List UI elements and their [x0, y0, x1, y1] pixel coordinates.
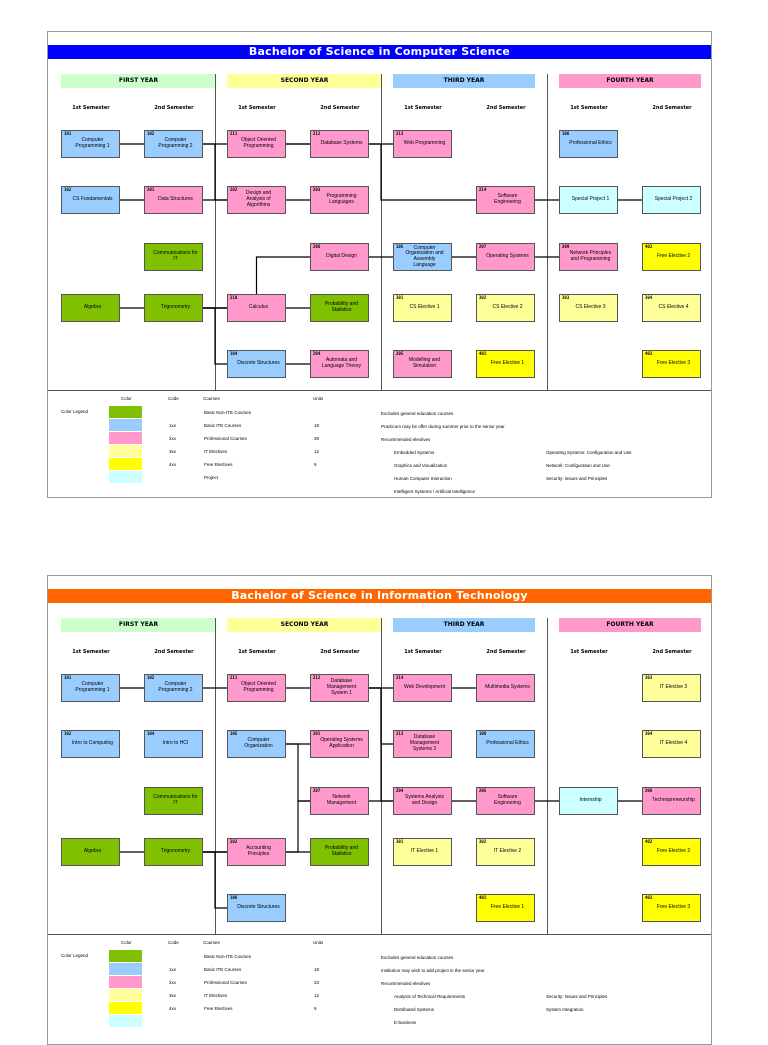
legend-note: Recommended electives — [381, 437, 431, 442]
course-box[interactable] — [144, 730, 203, 758]
legend-swatch — [109, 432, 142, 444]
course-name: Systems Analysis and Design — [405, 794, 444, 806]
course-code: 402 — [645, 839, 653, 844]
course-name: Web Programming — [403, 140, 446, 147]
legend-units: 12 — [314, 449, 320, 454]
course-code: 213 — [396, 731, 404, 736]
course-code: 214 — [479, 187, 487, 192]
course-code: 204 — [396, 788, 404, 793]
course-name: Special Project 1 — [571, 196, 610, 203]
course-name: Professional Ethics — [569, 140, 612, 147]
course-name: Network Management — [326, 794, 357, 806]
semester-label: 1st Semester — [404, 105, 442, 111]
course-name: Free Elective 3 — [656, 360, 691, 367]
semester-label: 1st Semester — [570, 105, 608, 111]
legend-units-header: Units — [313, 940, 324, 945]
semester-label: 2nd Semester — [652, 649, 692, 655]
course-box[interactable] — [227, 186, 286, 214]
semester-label: 2nd Semester — [486, 649, 526, 655]
course-code: 402 — [645, 244, 653, 249]
semester-label: 1st Semester — [570, 649, 608, 655]
link-i9-i14 — [286, 744, 310, 801]
course-box[interactable] — [476, 838, 535, 866]
course-code: 301 — [396, 295, 404, 300]
course-name: Trigonometry — [160, 304, 191, 311]
course-code: 403 — [645, 351, 653, 356]
course-name: Discrete Structures — [237, 904, 280, 911]
link-c7-c11 — [203, 308, 227, 364]
course-name: Free Elective 2 — [656, 253, 691, 260]
course-name: Database Management Systems 2 — [409, 734, 440, 752]
legend-course: Project — [204, 475, 219, 480]
course-box[interactable] — [393, 674, 452, 702]
course-code: 202 — [230, 187, 238, 192]
legend-code: 4xx — [169, 1006, 177, 1011]
course-box[interactable] — [310, 674, 369, 702]
course-box[interactable] — [61, 130, 120, 158]
legend-swatch — [109, 445, 142, 457]
course-box[interactable] — [642, 838, 701, 866]
semester-label: 2nd Semester — [486, 105, 526, 111]
legend-swatch — [109, 406, 142, 418]
legend-title: Color Legend — [61, 953, 89, 958]
course-box[interactable] — [559, 787, 618, 815]
recommended-elective: Embedded Systems — [394, 450, 435, 455]
course-box[interactable] — [227, 838, 286, 866]
legend-color-header: Color — [121, 940, 132, 945]
legend-course: Basic Non-ITE Courses — [204, 410, 252, 415]
course-box[interactable] — [393, 294, 452, 322]
recommended-elective: Human Computer Interaction — [394, 476, 452, 481]
course-box[interactable] — [144, 130, 203, 158]
course-name: Computer Organization and Assembly Language — [405, 244, 444, 268]
legend-color-header: Color — [121, 396, 132, 401]
legend-note: Institution may wish to add project in the senior year — [381, 968, 485, 973]
semester-label: 1st Semester — [72, 105, 110, 111]
course-box[interactable] — [227, 350, 286, 378]
course-box[interactable] — [144, 838, 203, 866]
course-name: Software Engineering — [494, 193, 521, 205]
year-header-3: THIRD YEAR — [393, 618, 535, 632]
course-box[interactable] — [559, 186, 618, 214]
course-code: 303 — [645, 675, 653, 680]
course-code: 403 — [645, 895, 653, 900]
course-box[interactable] — [559, 130, 618, 158]
year-header-2: SECOND YEAR — [227, 74, 382, 88]
legend-course: Professional Courses — [204, 980, 247, 985]
course-box[interactable] — [310, 294, 369, 322]
legend-swatch — [109, 989, 142, 1001]
course-code: 106 — [562, 131, 570, 136]
course-code: 214 — [396, 675, 404, 680]
year-header-1: FIRST YEAR — [61, 618, 216, 632]
course-name: Discrete Structures — [237, 360, 280, 367]
course-code: 203 — [313, 187, 321, 192]
course-name: Computer Programming 2 — [158, 137, 193, 149]
course-name: Programming Languages — [326, 193, 357, 205]
legend-course: Basic ITE Courses — [204, 967, 242, 972]
course-name: IT Elective 3 — [659, 684, 688, 691]
semester-label: 1st Semester — [72, 649, 110, 655]
recommended-elective: System Integration — [546, 1007, 584, 1012]
legend-swatch — [109, 458, 142, 470]
course-box[interactable] — [559, 294, 618, 322]
course-box[interactable] — [144, 294, 203, 322]
recommended-elective: Analysis of Technical Requirements — [394, 994, 465, 999]
recommended-elective: Graphics and Visualization — [394, 463, 448, 468]
course-box[interactable] — [476, 894, 535, 922]
course-name: Network Principles and Programming — [569, 250, 612, 262]
course-code: 301 — [396, 839, 404, 844]
course-box[interactable] — [393, 243, 452, 271]
course-name: IT Elective 2 — [493, 848, 522, 855]
course-name: Accounting Principles — [246, 845, 271, 857]
legend-code: 3xx — [169, 993, 177, 998]
course-code: 210 — [230, 295, 238, 300]
year-header-3: THIRD YEAR — [393, 74, 535, 88]
legend-swatch — [109, 976, 142, 988]
course-code: 206 — [313, 244, 321, 249]
course-box[interactable] — [476, 730, 535, 758]
legend-units: 9 — [314, 1006, 317, 1011]
course-code: 201 — [147, 187, 155, 192]
course-name: Algebra — [83, 304, 102, 311]
course-name: Free Elective 1 — [490, 904, 525, 911]
course-code: 106 — [479, 731, 487, 736]
course-name: Computer Programming 1 — [75, 681, 110, 693]
course-box[interactable] — [61, 294, 120, 322]
course-code: 102 — [64, 731, 72, 736]
course-name: Modelling and Simulation — [408, 357, 441, 369]
legend-units: 33 — [314, 980, 320, 985]
course-name: CS Elective 3 — [575, 304, 606, 311]
course-box[interactable] — [144, 787, 203, 815]
course-code: 204 — [313, 351, 321, 356]
course-box[interactable] — [476, 787, 535, 815]
course-code: 211 — [230, 675, 238, 680]
course-box[interactable] — [642, 674, 701, 702]
course-name: Automata and Language Theory — [321, 357, 362, 369]
legend-swatch — [109, 471, 142, 483]
course-name: Technopreneurship — [652, 797, 695, 804]
course-box[interactable] — [393, 838, 452, 866]
course-box[interactable] — [61, 186, 120, 214]
course-name: CS Fundamentals — [72, 196, 113, 203]
course-box[interactable] — [227, 674, 286, 702]
legend-swatch — [109, 419, 142, 431]
course-box[interactable] — [642, 730, 701, 758]
recommended-elective: Security: Issues and Principles — [546, 476, 608, 481]
course-code: 212 — [313, 131, 321, 136]
course-code: 401 — [479, 351, 487, 356]
course-name: Free Elective 3 — [656, 904, 691, 911]
course-box[interactable] — [310, 186, 369, 214]
recommended-elective: Distributed Systems — [394, 1007, 435, 1012]
legend-note: Practicum may be offer during summer prior to the senior year — [381, 424, 505, 429]
course-box[interactable] — [61, 674, 120, 702]
course-box[interactable] — [310, 130, 369, 158]
semester-label: 2nd Semester — [320, 649, 360, 655]
course-code: 105 — [396, 244, 404, 249]
recommended-elective: Network: Configuration and Use — [546, 463, 610, 468]
course-code: 106 — [230, 895, 238, 900]
legend-note: Excludes general education courses — [381, 955, 454, 960]
course-name: Intro to HCI — [162, 740, 189, 747]
semester-label: 1st Semester — [238, 649, 276, 655]
recommended-elective: Operating Systems: Configuration and Use — [546, 450, 632, 455]
course-code: 105 — [230, 731, 238, 736]
course-box[interactable] — [61, 730, 120, 758]
course-box[interactable] — [642, 894, 701, 922]
course-name: Free Elective 2 — [656, 848, 691, 855]
course-name: Computer Organization — [244, 737, 273, 749]
cs-curriculum-panel — [47, 31, 712, 498]
course-name: Special Project 2 — [654, 196, 693, 203]
legend-code: 4xx — [169, 462, 177, 467]
course-name: Digital Design — [326, 253, 357, 260]
legend-code: 1xx — [169, 967, 177, 972]
course-name: Web Development — [403, 684, 446, 691]
course-box[interactable] — [310, 730, 369, 758]
legend-units: 9 — [314, 462, 317, 467]
course-code: 102 — [147, 131, 155, 136]
course-box[interactable] — [393, 787, 452, 815]
course-name: Free Elective 1 — [490, 360, 525, 367]
legend-swatch — [109, 1002, 142, 1014]
legend-swatch — [109, 963, 142, 975]
legend-courses-header: Courses — [203, 940, 220, 945]
year-header-2: SECOND YEAR — [227, 618, 382, 632]
legend-course: Basic Non-ITE Courses — [204, 954, 252, 959]
course-name: Object Oriented Programming — [240, 137, 277, 149]
recommended-elective: Security: Issues and Principles — [546, 994, 608, 999]
course-name: Operating Systems — [486, 253, 529, 260]
course-code: 304 — [645, 295, 653, 300]
legend-course: Professional Courses — [204, 436, 247, 441]
course-box[interactable] — [310, 350, 369, 378]
legend-swatch — [109, 950, 142, 962]
course-box[interactable] — [642, 350, 701, 378]
it-curriculum-panel — [47, 575, 712, 1045]
course-name: Data Structures — [158, 196, 193, 203]
course-box[interactable] — [144, 674, 203, 702]
course-box[interactable] — [642, 186, 701, 214]
legend-course: Free Electives — [204, 462, 233, 467]
course-box[interactable] — [476, 350, 535, 378]
legend-units: 39 — [314, 436, 320, 441]
course-code: 211 — [230, 131, 238, 136]
course-box[interactable] — [144, 243, 203, 271]
course-code: 104 — [147, 731, 155, 736]
course-name: Object Oriented Programming — [240, 681, 277, 693]
course-name: Communications for IT — [153, 794, 198, 806]
course-name: CS Elective 1 — [409, 304, 440, 311]
year-header-1: FIRST YEAR — [61, 74, 216, 88]
legend-courses-header: Courses — [203, 396, 220, 401]
course-name: Algebra — [83, 848, 102, 855]
legend-units: 18 — [314, 423, 320, 428]
course-name: IT Elective 4 — [659, 740, 688, 747]
course-name: Calculus — [248, 304, 269, 311]
link-c4-c9 — [203, 144, 227, 200]
course-name: Database Systems — [320, 140, 363, 147]
course-box[interactable] — [227, 294, 286, 322]
course-name: Internship — [579, 797, 602, 804]
course-box[interactable] — [310, 243, 369, 271]
course-box[interactable] — [393, 130, 452, 158]
course-box[interactable] — [476, 243, 535, 271]
legend-title: Color Legend — [61, 409, 89, 414]
course-name: CS Elective 2 — [492, 304, 523, 311]
course-code: 208 — [645, 788, 653, 793]
semester-label: 1st Semester — [404, 649, 442, 655]
semester-label: 2nd Semester — [154, 649, 194, 655]
course-name: Database Management System 1 — [326, 678, 357, 696]
legend-code: 3xx — [169, 449, 177, 454]
legend-course: IT Electives — [204, 993, 228, 998]
cs-program-title: Bachelor of Science in Computer Science — [48, 45, 711, 59]
course-box[interactable] — [476, 186, 535, 214]
semester-label: 2nd Semester — [154, 105, 194, 111]
legend-code: 1xx — [169, 423, 177, 428]
course-box[interactable] — [476, 294, 535, 322]
legend-units: 18 — [314, 967, 320, 972]
course-name: Computer Programming 1 — [75, 137, 110, 149]
course-code: 209 — [562, 244, 570, 249]
course-code: 101 — [64, 131, 72, 136]
course-code: 104 — [230, 351, 238, 356]
course-code: 304 — [645, 731, 653, 736]
legend-course: IT Electives — [204, 449, 228, 454]
course-name: Probability and Statistics — [324, 301, 359, 313]
legend-course: Free Electives — [204, 1006, 233, 1011]
course-code: 205 — [396, 351, 404, 356]
it-program-title: Bachelor of Science in Information Technology — [48, 589, 711, 603]
course-code: 212 — [313, 675, 321, 680]
legend-units: 12 — [314, 993, 320, 998]
course-name: Computer Programming 2 — [158, 681, 193, 693]
course-name: Communications for IT — [153, 250, 198, 262]
course-box[interactable] — [227, 730, 286, 758]
course-name: Software Engineering — [494, 794, 521, 806]
legend-course: Basic ITE Courses — [204, 423, 242, 428]
course-name: Intro to Computing — [71, 740, 114, 747]
semester-label: 2nd Semester — [652, 105, 692, 111]
legend-note: Excludes general education courses — [381, 411, 454, 416]
semester-label: 1st Semester — [238, 105, 276, 111]
course-box[interactable] — [61, 838, 120, 866]
recommended-elective: Intelligent Systems / Artificial Intelligence — [394, 489, 476, 494]
course-box[interactable] — [393, 350, 452, 378]
semester-label: 2nd Semester — [320, 105, 360, 111]
course-box[interactable] — [310, 838, 369, 866]
legend-note: Recommended electives — [381, 981, 431, 986]
course-box[interactable] — [227, 894, 286, 922]
course-code: 401 — [479, 895, 487, 900]
course-name: IT Elective 1 — [410, 848, 439, 855]
course-box[interactable] — [144, 186, 203, 214]
course-code: 101 — [64, 675, 72, 680]
course-code: 205 — [479, 788, 487, 793]
legend-code-header: Code — [168, 940, 179, 945]
legend-code-header: Code — [168, 396, 179, 401]
course-name: CS Elective 4 — [658, 304, 689, 311]
course-code: 201 — [313, 731, 321, 736]
course-box[interactable] — [393, 730, 452, 758]
legend-swatch — [109, 1015, 142, 1027]
course-box[interactable] — [642, 787, 701, 815]
legend-units-header: Units — [313, 396, 324, 401]
course-name: Design and Analysis of Algorithms — [245, 190, 272, 208]
course-box[interactable] — [642, 243, 701, 271]
link-i7-i11 — [203, 852, 227, 908]
course-code: 207 — [479, 244, 487, 249]
course-code: 302 — [479, 839, 487, 844]
course-code: 202 — [230, 839, 238, 844]
course-box[interactable] — [559, 243, 618, 271]
course-code: 213 — [396, 131, 404, 136]
course-name: Operating Systems Application — [320, 737, 363, 749]
course-box[interactable] — [476, 674, 535, 702]
course-code: 102 — [64, 187, 72, 192]
year-header-4: FOURTH YEAR — [559, 618, 701, 632]
course-box[interactable] — [642, 294, 701, 322]
course-code: 303 — [562, 295, 570, 300]
year-header-4: FOURTH YEAR — [559, 74, 701, 88]
legend-code: 2xx — [169, 980, 177, 985]
course-code: 302 — [479, 295, 487, 300]
course-box[interactable] — [227, 130, 286, 158]
course-name: Probability and Statistics — [324, 845, 359, 857]
legend-code: 2xx — [169, 436, 177, 441]
course-box[interactable] — [310, 787, 369, 815]
course-name: Professional Ethics — [486, 740, 529, 747]
recommended-elective: E-business — [394, 1020, 417, 1025]
course-code: 207 — [313, 788, 321, 793]
course-name: Multimedia Systems — [485, 684, 530, 691]
course-name: Trigonometry — [160, 848, 191, 855]
course-code: 102 — [147, 675, 155, 680]
